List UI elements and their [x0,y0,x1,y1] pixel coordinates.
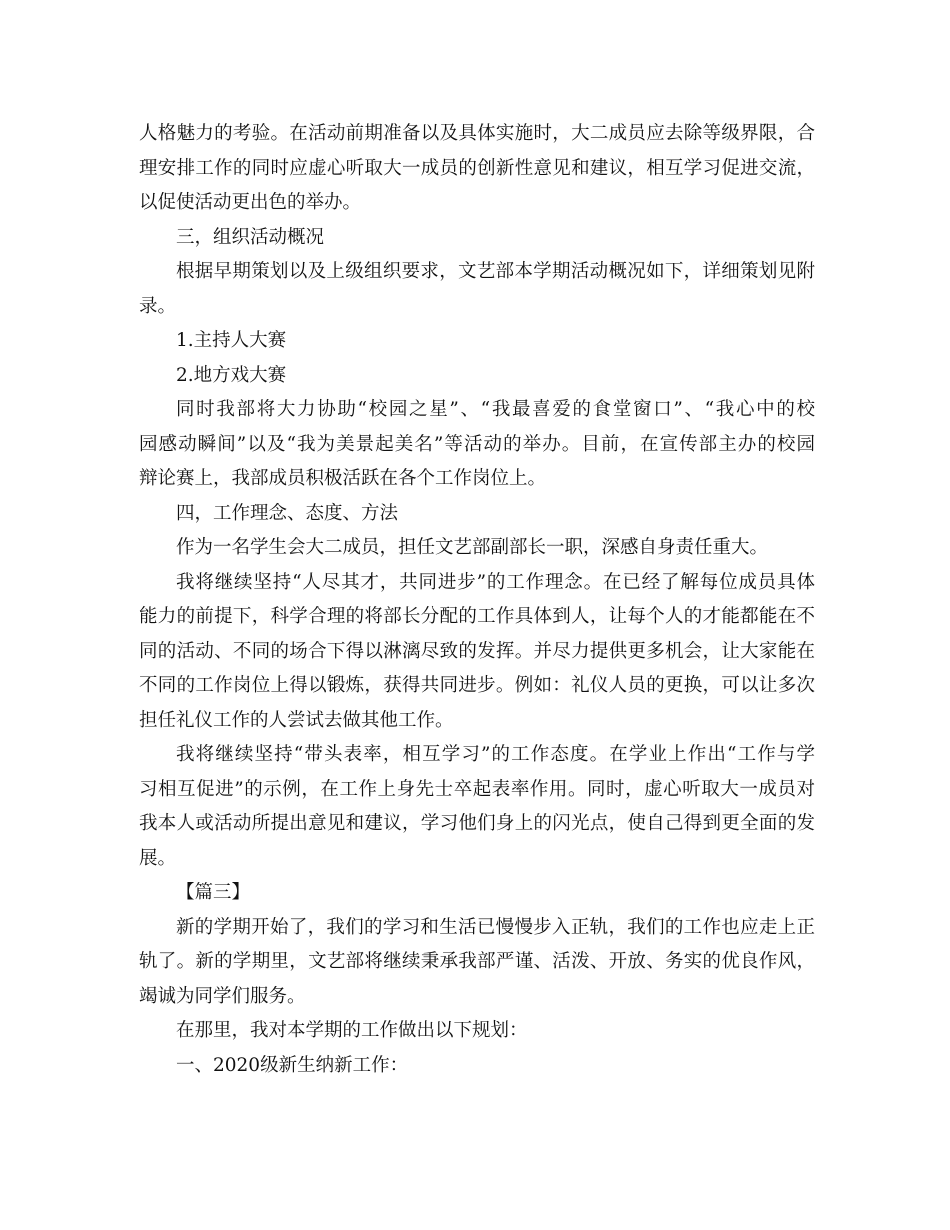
text-line: 新的学期开始了，我们的学习和生活已慢慢步入正轨，我们的工作也应走上正 [176,916,815,938]
text-line: 能力的前提下，科学合理的将部长分配的工作具体到人，让每个人的才能都能在不 [139,606,815,627]
text-line: 一、2020级新生纳新工作： [176,1054,409,1076]
text-line: 在那里，我对本学期的工作做出以下规划： [176,1020,528,1041]
text-line: 竭诚为同学们服务。 [139,985,306,1007]
text-line: 我将继续坚持“人尽其才，共同进步”的工作理念。在已经了解每位成员具体 [176,571,815,593]
text-line: 理安排工作的同时应虚心听取大一成员的创新性意见和建议，相互学习促进交流， [139,157,815,179]
text-line: 三，组织活动概况 [176,226,325,248]
text-line: 轨了。新的学期里，文艺部将继续秉承我部严谨、活泼、开放、务实的优良作风， [139,951,815,972]
text-line: 同时我部将大力协助“校园之星”、“我最喜爱的食堂窗口”、“我心中的校 [176,399,815,420]
text-line: 同的活动、不同的场合下得以淋漓尽致的发挥。并尽力提供更多机会，让大家能在 [139,640,815,662]
text-line: 1.主持人大赛 [176,330,287,351]
text-line: 习相互促进”的示例，在工作上身先士卒起表率作用。同时，虚心听取大一成员对 [139,778,815,800]
text-line: 辩论赛上，我部成员积极活跃在各个工作岗位上。 [139,468,547,489]
text-line: 不同的工作岗位上得以锻炼，获得共同进步。例如：礼仪人员的更换，可以让多次 [139,675,815,696]
text-line: 担任礼仪工作的人尝试去做其他工作。 [139,709,454,731]
text-line: 【篇三】 [176,882,251,903]
text-line: 四，工作理念、态度、方法 [176,502,399,524]
text-line: 作为一名学生会大二成员，担任文艺部副部长一职，深感自身责任重大。 [176,537,769,558]
text-line: 根据早期策划以及上级组织要求，文艺部本学期活动概况如下，详细策划见附 [176,261,815,282]
text-line: 展。 [139,847,177,869]
text-line: 园感动瞬间”以及“我为美景起美名”等活动的举办。目前，在宣传部主办的校园 [139,433,815,455]
document-body [139,117,815,1083]
text-line: 录。 [139,295,177,317]
text-line: 人格魅力的考验。在活动前期准备以及具体实施时，大二成员应去除等级界限，合 [139,123,815,144]
text-line: 我本人或活动所提出意见和建议，学习他们身上的闪光点，使自己得到更全面的发 [139,813,815,834]
text-line: 我将继续坚持“带头表率，相互学习”的工作态度。在学业上作出“工作与学 [176,744,815,765]
text-line: 以促使活动更出色的举办。 [139,192,362,213]
text-line: 2.地方戏大赛 [176,364,287,386]
